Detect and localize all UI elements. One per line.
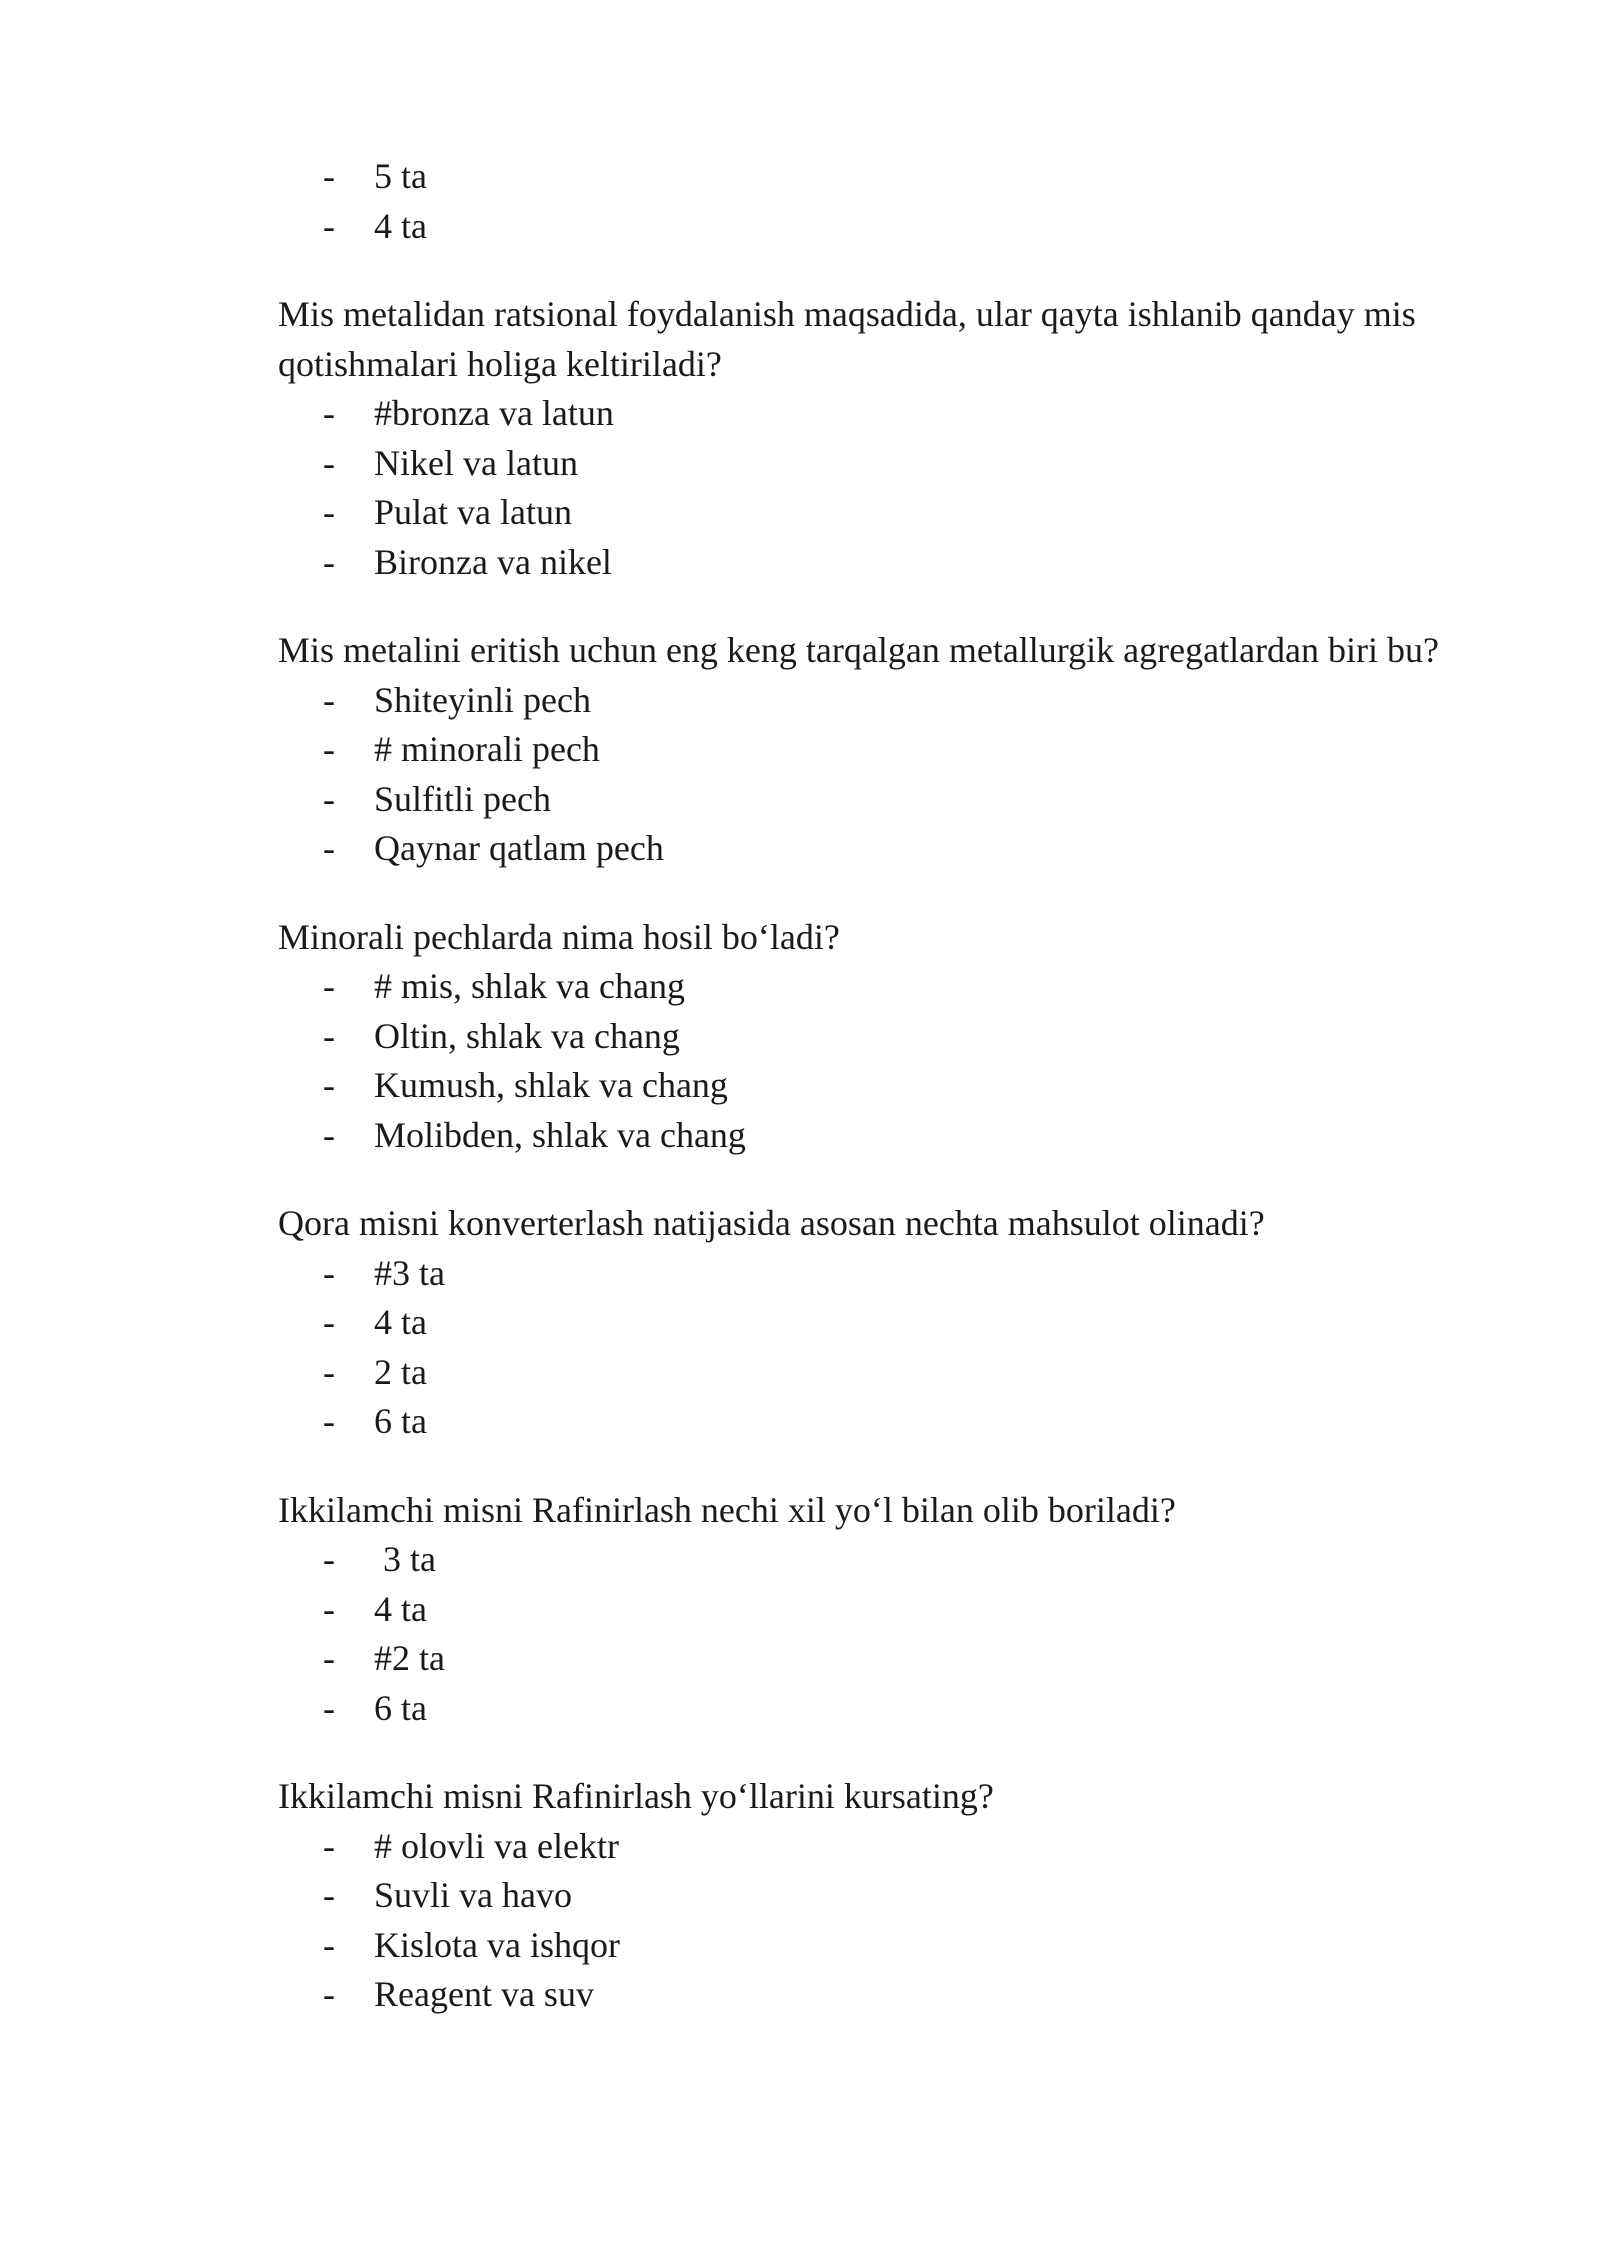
question-text: Mis metalidan ratsional foydalanish maqsadida, ular qayta ishlanib qanday mis qotishmalari holiga keltiriladi? bbox=[278, 294, 1416, 384]
question-block bbox=[278, 626, 1478, 874]
dash-bullet: - bbox=[323, 679, 335, 720]
option-text: 5 ta bbox=[374, 156, 427, 196]
dash-bullet: - bbox=[323, 541, 335, 582]
dash-bullet: - bbox=[323, 778, 335, 819]
option-text: 4 ta bbox=[374, 1302, 427, 1342]
dash-bullet: - bbox=[323, 966, 335, 1006]
dash-bullet: - bbox=[323, 729, 335, 769]
dash-bullet: - bbox=[323, 1588, 335, 1629]
dash-bullet: - bbox=[323, 828, 335, 868]
option-list bbox=[278, 389, 1478, 587]
option-item bbox=[278, 1634, 1478, 1684]
option-list bbox=[278, 1822, 1478, 2020]
option-item bbox=[278, 538, 1478, 588]
dash-bullet: - bbox=[323, 442, 335, 483]
dash-bullet: - bbox=[323, 1924, 335, 1965]
dash-bullet: - bbox=[323, 156, 335, 196]
option-text: Nikel va latun bbox=[374, 442, 578, 483]
dash-bullet: - bbox=[323, 492, 335, 532]
option-text: Qaynar qatlam pech bbox=[374, 828, 664, 868]
option-item bbox=[278, 725, 1478, 775]
question-block bbox=[278, 913, 1478, 1161]
option-item bbox=[278, 1585, 1478, 1635]
option-text: Sulfitli pech bbox=[374, 778, 551, 819]
option-item bbox=[278, 1298, 1478, 1348]
option-item bbox=[278, 1012, 1478, 1062]
option-text: 4 ta bbox=[374, 205, 427, 246]
option-text: # mis, shlak va chang bbox=[374, 966, 685, 1006]
question-block bbox=[278, 290, 1478, 587]
option-item bbox=[278, 1111, 1478, 1161]
option-item bbox=[278, 1921, 1478, 1971]
option-text: #bronza va latun bbox=[374, 393, 614, 433]
dash-bullet: - bbox=[323, 1351, 335, 1392]
dash-bullet: - bbox=[323, 1974, 335, 2014]
question-text: Qora misni konverterlash natijasida asosan nechta mahsulot olinadi? bbox=[278, 1203, 1265, 1243]
option-item bbox=[278, 1397, 1478, 1447]
question-text: Mis metalini eritish uchun eng keng tarqalgan metallurgik agregatlardan biri bu? bbox=[278, 630, 1439, 670]
question-block bbox=[278, 1486, 1478, 1734]
option-item bbox=[278, 1535, 1478, 1585]
dash-bullet: - bbox=[323, 1114, 335, 1155]
option-text: Molibden, shlak va chang bbox=[374, 1114, 746, 1155]
dash-bullet: - bbox=[323, 1825, 335, 1866]
option-item bbox=[278, 439, 1478, 489]
question-block bbox=[278, 1772, 1478, 2020]
option-text: Pulat va latun bbox=[374, 492, 572, 532]
dash-bullet: - bbox=[323, 1539, 335, 1579]
option-item bbox=[278, 1348, 1478, 1398]
dash-bullet: - bbox=[323, 1302, 335, 1342]
option-item bbox=[278, 389, 1478, 439]
option-item bbox=[278, 152, 1478, 202]
option-text: 2 ta bbox=[374, 1351, 427, 1392]
option-text: Kislota va ishqor bbox=[374, 1924, 620, 1965]
dash-bullet: - bbox=[323, 1252, 335, 1293]
option-text: #3 ta bbox=[374, 1252, 445, 1293]
intro-option-list bbox=[278, 152, 1478, 251]
option-list bbox=[278, 962, 1478, 1160]
option-text: Oltin, shlak va chang bbox=[374, 1015, 680, 1056]
option-text: Reagent va suv bbox=[374, 1974, 594, 2014]
dash-bullet: - bbox=[323, 1875, 335, 1915]
dash-bullet: - bbox=[323, 1401, 335, 1441]
dash-bullet: - bbox=[323, 205, 335, 246]
option-text: # olovli va elektr bbox=[374, 1825, 619, 1866]
option-text: Kumush, shlak va chang bbox=[374, 1065, 728, 1105]
option-text: 6 ta bbox=[374, 1687, 427, 1728]
option-item bbox=[278, 962, 1478, 1012]
option-list bbox=[278, 1249, 1478, 1447]
option-item bbox=[278, 488, 1478, 538]
option-list bbox=[278, 1535, 1478, 1733]
option-item bbox=[278, 676, 1478, 726]
question-text: Minorali pechlarda nima hosil bo‘ladi? bbox=[278, 916, 840, 957]
dash-bullet: - bbox=[323, 1638, 335, 1678]
option-list bbox=[278, 676, 1478, 874]
option-item bbox=[278, 202, 1478, 252]
question-text: Ikkilamchi misni Rafinirlash nechi xil yo‘l bilan olib boriladi? bbox=[278, 1489, 1176, 1530]
option-text: 6 ta bbox=[374, 1401, 427, 1441]
dash-bullet: - bbox=[323, 1065, 335, 1105]
option-item bbox=[278, 1061, 1478, 1111]
document-content bbox=[278, 152, 1478, 2020]
option-text: 3 ta bbox=[374, 1539, 436, 1579]
option-text: Bironza va nikel bbox=[374, 541, 612, 582]
question-text: Ikkilamchi misni Rafinirlash yo‘llarini kursating? bbox=[278, 1776, 994, 1816]
option-text: Shiteyinli pech bbox=[374, 679, 591, 720]
dash-bullet: - bbox=[323, 1015, 335, 1056]
option-item bbox=[278, 824, 1478, 874]
dash-bullet: - bbox=[323, 1687, 335, 1728]
option-item bbox=[278, 1970, 1478, 2020]
option-item bbox=[278, 1871, 1478, 1921]
option-text: Suvli va havo bbox=[374, 1875, 572, 1915]
option-item bbox=[278, 775, 1478, 825]
option-text: 4 ta bbox=[374, 1588, 427, 1629]
option-item bbox=[278, 1684, 1478, 1734]
option-item bbox=[278, 1249, 1478, 1299]
option-text: #2 ta bbox=[374, 1638, 445, 1678]
dash-bullet: - bbox=[323, 393, 335, 433]
option-text: # minorali pech bbox=[374, 729, 600, 769]
option-item bbox=[278, 1822, 1478, 1872]
question-block bbox=[278, 1199, 1478, 1447]
